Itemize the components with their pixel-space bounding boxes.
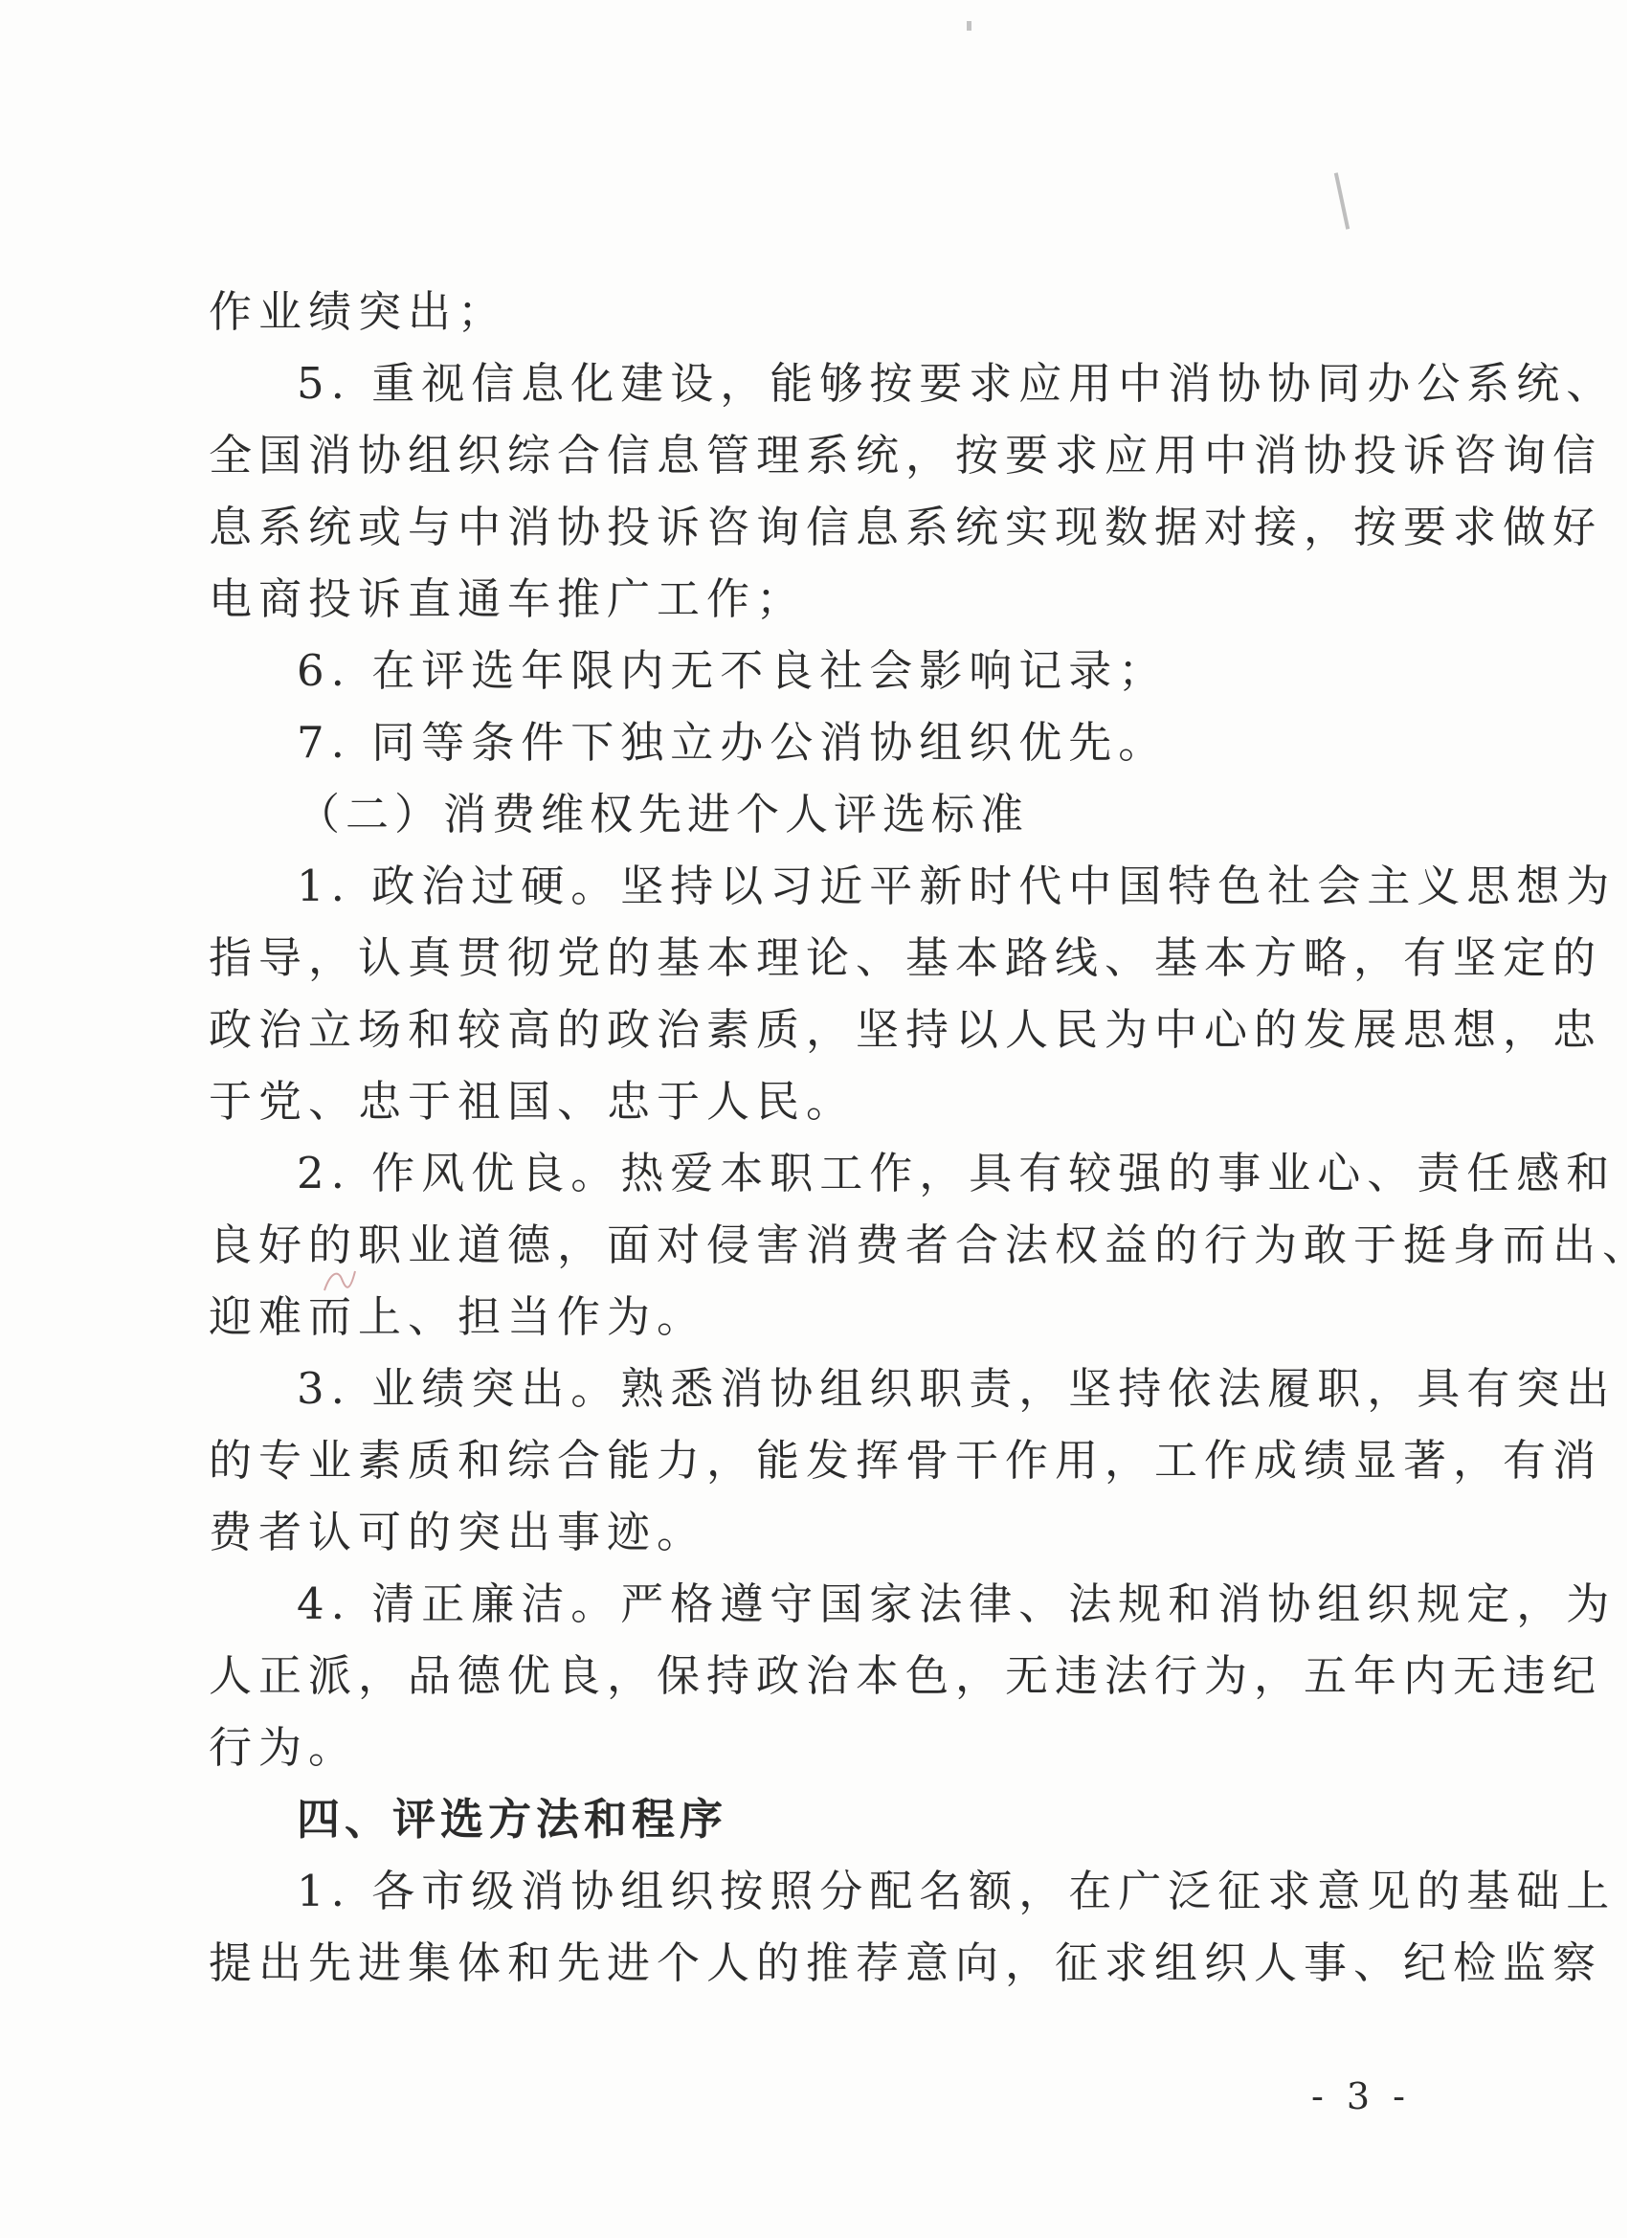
- paragraph-line: 1. 各市级消协组织按照分配名额，在广泛征求意见的基础上: [297, 1866, 1617, 1916]
- paragraph-line: 费者认可的突出事迹。: [209, 1507, 707, 1557]
- paragraph-line: 指导，认真贯彻党的基本理论、基本路线、基本方略，有坚定的: [209, 932, 1603, 983]
- section-heading: 四、评选方法和程序: [297, 1794, 728, 1845]
- paragraph-line: 7. 同等条件下独立办公消协组织优先。: [297, 717, 1169, 768]
- paragraph-line: 全国消协组织综合信息管理系统，按要求应用中消协投诉咨询信: [209, 430, 1603, 481]
- paragraph-line: 3. 业绩突出。熟悉消协组织职责，坚持依法履职，具有突出: [297, 1363, 1617, 1414]
- paragraph-line: 良好的职业道德，面对侵害消费者合法权益的行为敢于挺身而出、: [209, 1220, 1652, 1270]
- paragraph-line: 的专业素质和综合能力，能发挥骨干作用，工作成绩显著，有消: [209, 1435, 1603, 1486]
- paragraph-line: 6. 在评选年限内无不良社会影响记录；: [297, 645, 1169, 696]
- paragraph-line: 作业绩突出；: [209, 286, 508, 337]
- paragraph-line: 1. 政治过硬。坚持以习近平新时代中国特色社会主义思想为: [297, 861, 1617, 911]
- paragraph-line: 息系统或与中消协投诉咨询信息系统实现数据对接，按要求做好: [209, 502, 1603, 552]
- section-subheading: （二）消费维权先进个人评选标准: [297, 789, 1030, 839]
- paragraph-line: 2. 作风优良。热爱本职工作，具有较强的事业心、责任感和: [297, 1148, 1617, 1198]
- paragraph-line: 于党、忠于祖国、忠于人民。: [209, 1076, 857, 1127]
- scan-mark: [1334, 172, 1350, 230]
- paragraph-line: 提出先进集体和先进个人的推荐意向，征求组织人事、纪检监察: [209, 1937, 1603, 1988]
- paragraph-line: 人正派，品德优良，保持政治本色，无违法行为，五年内无违纪: [209, 1650, 1603, 1701]
- paragraph-line: 5. 重视信息化建设，能够按要求应用中消协协同办公系统、: [297, 358, 1617, 409]
- scan-speck: [967, 21, 971, 31]
- paragraph-line: 电商投诉直通车推广工作；: [209, 573, 807, 624]
- paragraph-line: 政治立场和较高的政治素质，坚持以人民为中心的发展思想，忠: [209, 1004, 1603, 1055]
- document-body: [209, 276, 1652, 1999]
- page-number: - 3 -: [1311, 2075, 1412, 2117]
- paragraph-line: 4. 清正廉洁。严格遵守国家法律、法规和消协组织规定，为: [297, 1578, 1617, 1629]
- paragraph-line: 迎难而上、担当作为。: [209, 1291, 707, 1342]
- paragraph-line: 行为。: [209, 1722, 359, 1773]
